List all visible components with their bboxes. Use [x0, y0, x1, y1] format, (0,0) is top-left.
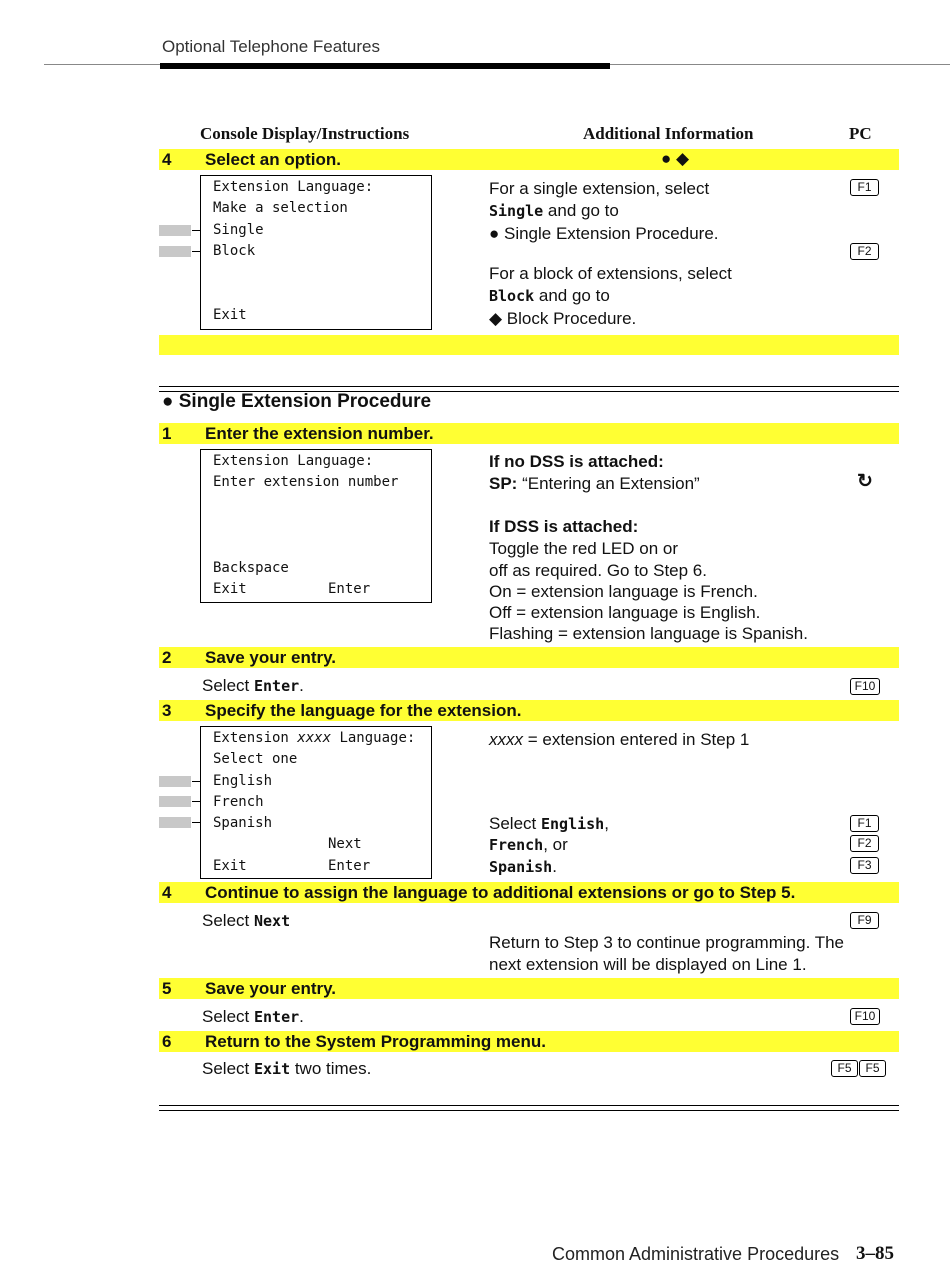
info-text: Return to Step 3 to continue programming. The [489, 933, 844, 952]
softkey-tab [159, 246, 191, 257]
instruction-text: Select [202, 1007, 254, 1026]
column-head-pc: PC [849, 124, 872, 143]
info-text: On = extension language is French. [489, 582, 758, 601]
screen-option-exit[interactable]: Exit [213, 858, 247, 874]
screen-text: Language: [331, 730, 416, 746]
step-number: 3 [162, 701, 172, 720]
footer-title: Common Administrative Procedures [552, 1244, 840, 1264]
function-key-f5: F5 [831, 1060, 858, 1077]
info-text: ◆ Block Procedure. [489, 309, 637, 328]
info-text [489, 835, 568, 855]
console-screen-select-language [200, 726, 432, 879]
console-screen-select-option [200, 175, 432, 330]
screen-option-single[interactable]: Single [213, 222, 264, 238]
screen-option-next[interactable]: Next [328, 836, 362, 852]
info-heading: If DSS is attached: [489, 517, 639, 536]
softkey-tab [159, 225, 191, 236]
header-bar [160, 63, 610, 69]
return-arrow-icon: ↻ [857, 471, 873, 492]
screen-option-spanish[interactable]: Spanish [213, 815, 273, 831]
key-label: French [489, 836, 544, 854]
info-text: Select [489, 814, 541, 833]
step-title: Save your entry. [205, 979, 337, 998]
screen-option-exit[interactable]: Exit [213, 581, 247, 597]
instruction [202, 911, 290, 931]
info-text [489, 201, 619, 221]
softkey-tick [192, 230, 200, 231]
step-number: 4 [162, 883, 172, 902]
step-5-bar [159, 978, 899, 999]
screen-option-exit[interactable]: Exit [213, 307, 247, 323]
running-head: Optional Telephone Features [162, 37, 381, 56]
step-title: Return to the System Programming menu. [205, 1032, 546, 1051]
info-text [489, 730, 749, 750]
step-4-bar [159, 149, 899, 170]
instruction-text: . [299, 676, 304, 695]
info-text: = extension entered in Step 1 [523, 730, 750, 749]
softkey-tick [192, 251, 200, 252]
screen-option-enter[interactable]: Enter [328, 581, 371, 597]
function-key-f2: F2 [850, 243, 879, 260]
column-head-console: Console Display/Instructions [200, 124, 410, 143]
key-label: Enter [253, 677, 300, 695]
procedure-symbols: ● ◆ [661, 149, 690, 168]
step-title: Specify the language for the extension. [205, 701, 522, 720]
softkey-tick [192, 801, 200, 802]
function-key-f3: F3 [850, 857, 879, 874]
console-screen-enter-extension [200, 449, 432, 603]
info-text: next extension will be displayed on Line 1. [489, 955, 807, 974]
softkey-tick [192, 781, 200, 782]
info-text: For a single extension, select [489, 179, 710, 198]
info-text [489, 474, 700, 494]
instruction [202, 1059, 371, 1079]
step-number: 1 [162, 424, 172, 443]
screen-option-english[interactable]: English [213, 773, 273, 789]
info-text: “Entering an Extension” [517, 474, 700, 493]
instruction [202, 676, 304, 696]
function-key-f10: F10 [850, 678, 880, 695]
key-label: Single [489, 202, 544, 220]
softkey-tick [192, 822, 200, 823]
info-text: and go to [534, 286, 610, 305]
info-variable: xxxx [489, 730, 523, 749]
step-title: Select an option. [205, 150, 342, 169]
screen-line [213, 730, 415, 746]
info-heading: If no DSS is attached: [489, 452, 664, 471]
instruction-text: two times. [290, 1059, 372, 1078]
info-text: Flashing = extension language is Spanish. [489, 624, 808, 643]
screen-option-backspace[interactable]: Backspace [213, 560, 289, 576]
screen-option-block[interactable]: Block [213, 243, 256, 259]
info-text: Off = extension language is English. [489, 603, 761, 622]
step-1-bar [159, 423, 899, 444]
instruction-text: Select [202, 911, 254, 930]
sp-label: SP: [489, 474, 518, 493]
screen-line: Enter extension number [213, 474, 399, 490]
info-text: , [604, 814, 609, 833]
softkey-tab [159, 817, 191, 828]
screen-text: Extension [213, 730, 298, 746]
step-number: 6 [162, 1032, 172, 1051]
screen-line: Make a selection [213, 200, 348, 216]
key-label: Enter [253, 1008, 300, 1026]
key-label: Exit [253, 1060, 291, 1078]
key-label: English [540, 815, 605, 833]
end-rule [159, 1105, 899, 1111]
info-text: ● Single Extension Procedure. [489, 224, 719, 243]
function-key-f10: F10 [850, 1008, 880, 1025]
screen-option-french[interactable]: French [213, 794, 264, 810]
section-title: ● Single Extension Procedure [162, 391, 432, 412]
step-title: Enter the extension number. [205, 424, 434, 443]
screen-line: Extension Language: [213, 179, 374, 195]
step-4-continue-bar [159, 882, 899, 903]
step-number: 5 [162, 979, 172, 998]
softkey-tab [159, 776, 191, 787]
screen-variable: xxxx [297, 730, 332, 746]
key-label: Next [253, 912, 291, 930]
screen-line: Extension Language: [213, 453, 374, 469]
instruction-text: Select [202, 1059, 254, 1078]
key-label: Block [489, 287, 535, 305]
step-number: 2 [162, 648, 172, 667]
instruction-text: Select [202, 676, 254, 695]
info-text: Toggle the red LED on or [489, 539, 679, 558]
step-3-bar [159, 700, 899, 721]
step-4-end-bar [159, 335, 899, 355]
info-text: off as required. Go to Step 6. [489, 561, 707, 580]
info-text: , or [543, 835, 568, 854]
info-text [489, 286, 610, 306]
softkey-tab [159, 796, 191, 807]
step-title: Continue to assign the language to additional extensions or go to Step 5. [205, 883, 796, 902]
function-key-f1: F1 [850, 179, 879, 196]
screen-line: Select one [213, 751, 298, 767]
info-text [489, 814, 609, 834]
page-number: 3–85 [856, 1243, 894, 1264]
screen-option-enter[interactable]: Enter [328, 858, 371, 874]
info-text: . [552, 857, 557, 876]
key-label: Spanish [489, 858, 553, 876]
function-key-f1: F1 [850, 815, 879, 832]
column-head-info: Additional Information [583, 124, 754, 143]
info-text: For a block of extensions, select [489, 264, 732, 283]
step-2-bar [159, 647, 899, 668]
instruction-text: . [299, 1007, 304, 1026]
step-title: Save your entry. [205, 648, 337, 667]
info-text: and go to [543, 201, 619, 220]
function-key-f9: F9 [850, 912, 879, 929]
step-6-bar [159, 1031, 899, 1052]
instruction [202, 1007, 304, 1027]
function-key-f5: F5 [859, 1060, 886, 1077]
function-key-f2: F2 [850, 835, 879, 852]
info-text [489, 857, 557, 877]
step-number: 4 [162, 150, 172, 169]
